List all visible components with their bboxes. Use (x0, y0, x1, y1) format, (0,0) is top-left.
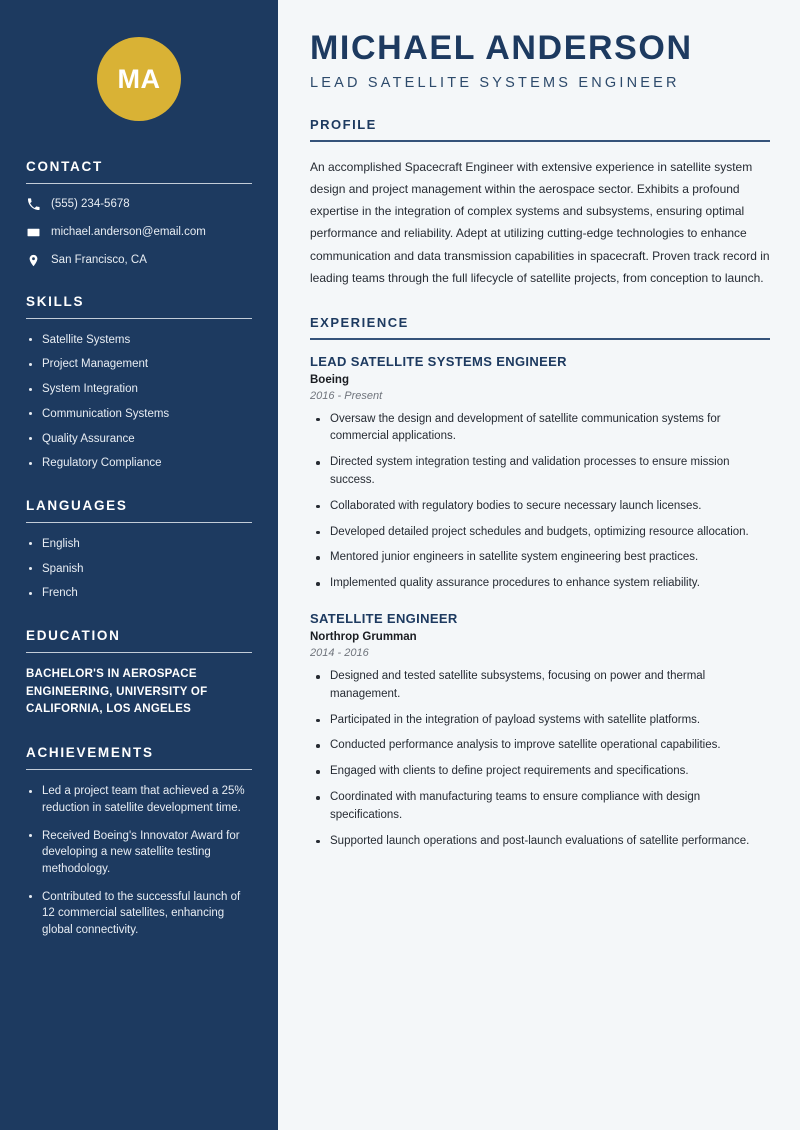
skills-list (26, 332, 252, 472)
envelope-icon (26, 225, 40, 239)
list-item: Coordinated with manufacturing teams to ensure compliance with design specifications. (310, 789, 770, 825)
contact-item-location[interactable] (26, 253, 252, 268)
phone-icon (26, 197, 40, 211)
list-item: Mentored junior engineers in satellite system engineering best practices. (310, 549, 770, 567)
page-title: MICHAEL ANDERSON (310, 29, 693, 67)
list-item: Developed detailed project schedules and budgets, optimizing resource allocation. (310, 524, 770, 542)
experience-job-title: SATELLITE ENGINEER (310, 611, 458, 627)
languages-divider (26, 522, 252, 523)
experience-bullets (310, 668, 770, 851)
list-item: Project Management (26, 356, 252, 373)
contact-phone-value: (555) 234-5678 (51, 198, 130, 210)
location-pin-icon (26, 253, 40, 267)
contact-email-value: michael.anderson@email.com (51, 225, 206, 238)
sidebar-section-contact (26, 159, 252, 268)
list-item: Implemented quality assurance procedures to enhance system reliability. (310, 575, 770, 593)
contact-location-value: San Francisco, CA (51, 253, 147, 266)
list-item: Oversaw the design and development of satellite communication systems for commercial applications. (310, 411, 770, 447)
list-item: Engaged with clients to define project requirements and specifications. (310, 763, 770, 781)
list-item: Designed and tested satellite subsystems, focusing on power and thermal management. (310, 668, 770, 704)
sidebar-section-achievements (26, 745, 252, 938)
list-item: Spanish (26, 561, 252, 578)
list-item: Supported launch operations and post-launch evaluations of satellite performance. (310, 833, 770, 851)
main-section-profile (310, 117, 770, 289)
contact-heading: CONTACT (26, 159, 103, 174)
list-item: System Integration (26, 381, 252, 398)
experience-job-title: LEAD SATELLITE SYSTEMS ENGINEER (310, 353, 567, 369)
list-item: Communication Systems (26, 406, 252, 423)
sidebar (0, 0, 278, 1130)
education-heading: EDUCATION (26, 627, 121, 643)
education-divider (26, 652, 252, 653)
main-content (278, 0, 800, 1130)
list-item: English (26, 536, 252, 553)
list-item: Directed system integration testing and validation processes to ensure mission success. (310, 454, 770, 490)
experience-entry (310, 354, 770, 594)
profile-text: An accomplished Spacecraft Engineer with extensive experience in satellite system design and project management within the aerospace sector. Exhibits a profound expertise in the integration of complex systems and subsystems, ensuring optimal performance and reliability. Adept at utilizing cutting-edge technologies to enhance communication and data transmission capabilities in spacecraft. Proven track record in leading teams through the full lifecycle of satellite projects, from conception to launch. (310, 159, 770, 285)
languages-list (26, 536, 252, 602)
list-item: Received Boeing's Innovator Award for developing a new satellite testing methodology. (26, 828, 252, 878)
achievements-heading: ACHIEVEMENTS (26, 745, 154, 761)
skills-divider (26, 318, 252, 319)
profile-divider (310, 140, 770, 142)
experience-entry (310, 611, 770, 851)
avatar: MA (97, 37, 181, 121)
main-section-experience (310, 315, 770, 851)
list-item: French (26, 585, 252, 602)
sidebar-section-languages (26, 498, 252, 602)
experience-dates: 2014 - 2016 (310, 647, 369, 660)
list-item: Quality Assurance (26, 431, 252, 448)
avatar-container (26, 0, 252, 159)
skills-heading: SKILLS (26, 293, 85, 309)
experience-dates: 2016 - Present (310, 389, 383, 402)
sidebar-section-skills (26, 294, 252, 472)
list-item: Conducted performance analysis to improve satellite operational capabilities. (310, 737, 770, 755)
list-item: Led a project team that achieved a 25% reduction in satellite development time. (26, 783, 252, 816)
achievements-divider (26, 769, 252, 770)
education-entry: BACHELOR'S IN AEROSPACE ENGINEERING, UNIVERSITY OF CALIFORNIA, LOS ANGELES (26, 667, 208, 716)
list-item: Regulatory Compliance (26, 455, 252, 472)
list-item: Satellite Systems (26, 332, 252, 349)
job-subtitle: LEAD SATELLITE SYSTEMS ENGINEER (310, 75, 680, 92)
experience-divider (310, 338, 770, 340)
contact-item-email[interactable] (26, 225, 252, 240)
profile-heading: PROFILE (310, 117, 377, 133)
experience-bullets (310, 411, 770, 594)
list-item: Collaborated with regulatory bodies to secure necessary launch licenses. (310, 498, 770, 516)
experience-company: Boeing (310, 373, 349, 386)
list-item: Contributed to the successful launch of 12 commercial satellites, enhancing global connectivity. (26, 889, 252, 939)
achievements-list (26, 783, 252, 938)
contact-item-phone[interactable] (26, 197, 252, 212)
experience-company: Northrop Grumman (310, 631, 417, 644)
contact-divider (26, 183, 252, 184)
languages-heading: LANGUAGES (26, 497, 128, 513)
sidebar-section-education (26, 628, 252, 719)
list-item: Participated in the integration of payload systems with satellite platforms. (310, 712, 770, 730)
experience-heading: EXPERIENCE (310, 315, 409, 331)
contact-list (26, 197, 252, 268)
